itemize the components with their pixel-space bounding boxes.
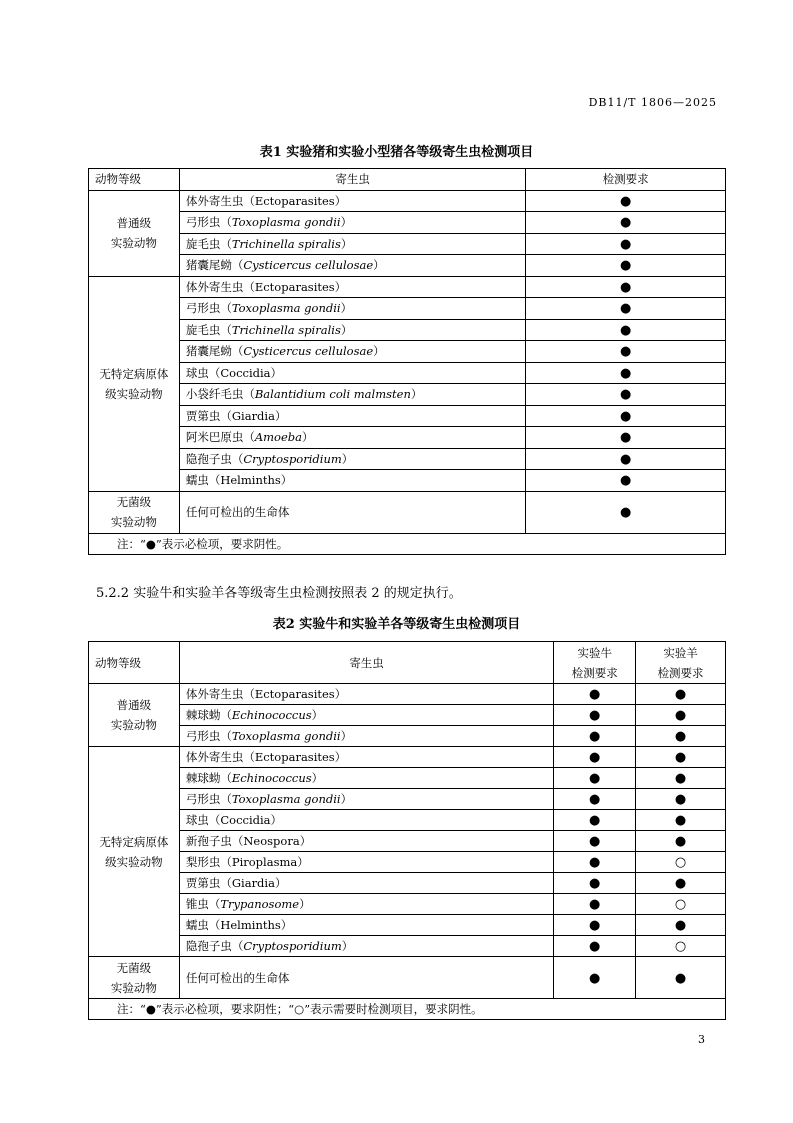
sheep-requirement-cell bbox=[636, 957, 726, 999]
required-mark: ● bbox=[589, 939, 601, 954]
header-cell: 寄生虫 bbox=[179, 642, 553, 684]
table-row bbox=[89, 810, 726, 831]
parasite-latin: Toxoplasma gondii bbox=[231, 792, 341, 806]
page-number: 3 bbox=[698, 1033, 705, 1046]
cattle-requirement-cell bbox=[554, 957, 636, 999]
cattle-requirement-cell bbox=[554, 873, 636, 894]
sheep-requirement-cell bbox=[636, 684, 726, 705]
parasite-latin: Ectoparasites bbox=[254, 279, 335, 294]
table-row bbox=[89, 852, 726, 873]
requirement-cell bbox=[526, 491, 726, 533]
table-row bbox=[89, 491, 726, 533]
sheep-requirement-cell bbox=[636, 789, 726, 810]
grade-cell: 普通级 实验动物 bbox=[89, 684, 180, 747]
required-mark: ● bbox=[620, 258, 632, 274]
table-row bbox=[89, 768, 726, 789]
table-row bbox=[89, 705, 726, 726]
header-cell: 寄生虫 bbox=[179, 169, 526, 191]
required-mark: ● bbox=[589, 876, 601, 891]
cattle-requirement-cell bbox=[554, 915, 636, 936]
table-row bbox=[89, 405, 726, 427]
parasite-cell: 体外寄生虫（Ectoparasites） bbox=[179, 747, 553, 768]
requirement-cell bbox=[526, 298, 726, 320]
parasite-latin: Coccidia bbox=[220, 813, 271, 827]
document-code: DB11/T 1806—2025 bbox=[588, 96, 717, 109]
parasite-name: 体外寄生虫 bbox=[185, 193, 244, 208]
parasite-latin: Trichinella spiralis bbox=[231, 236, 341, 251]
parasite-cell: 猪囊尾蚴（Cysticercus cellulosae） bbox=[179, 255, 526, 277]
sheep-requirement-cell bbox=[636, 726, 726, 747]
required-mark: ● bbox=[589, 897, 601, 912]
parasite-latin: Neospora bbox=[243, 834, 300, 848]
required-mark: ● bbox=[589, 687, 601, 702]
sheep-requirement-cell bbox=[636, 873, 726, 894]
parasite-name: 贾第虫 bbox=[185, 408, 221, 423]
parasite-latin: Coccidia bbox=[220, 365, 271, 380]
parasite-latin: Ectoparasites bbox=[254, 193, 335, 208]
table-row bbox=[89, 957, 726, 999]
table2 bbox=[88, 641, 726, 1020]
requirement-cell bbox=[526, 319, 726, 341]
parasite-name: 梨形虫 bbox=[185, 855, 221, 869]
parasite-name: 蠕虫 bbox=[185, 918, 209, 932]
grade-cell: 普通级 实验动物 bbox=[89, 190, 180, 276]
required-mark: ● bbox=[620, 236, 632, 252]
required-mark: ● bbox=[674, 771, 687, 786]
table-row bbox=[89, 915, 726, 936]
parasite-latin: Trichinella spiralis bbox=[231, 322, 341, 337]
required-mark: ● bbox=[674, 750, 687, 765]
table-row bbox=[89, 873, 726, 894]
required-mark: ● bbox=[620, 505, 632, 520]
parasite-latin: Cryptosporidium bbox=[243, 451, 342, 466]
required-mark: ● bbox=[674, 970, 687, 986]
required-mark: ● bbox=[589, 813, 601, 828]
required-mark: ● bbox=[620, 344, 632, 360]
sheep-requirement-cell bbox=[636, 768, 726, 789]
parasite-cell bbox=[179, 957, 553, 999]
table-row bbox=[89, 936, 726, 957]
table-row bbox=[89, 190, 726, 212]
required-mark: ● bbox=[620, 301, 632, 317]
parasite-latin: Balantidium coli malmsten bbox=[254, 387, 411, 402]
table-header-row bbox=[89, 169, 726, 191]
parasite-name: 弓形虫 bbox=[185, 729, 221, 743]
table-row bbox=[89, 319, 726, 341]
optional-mark: ○ bbox=[674, 855, 687, 870]
table-row bbox=[89, 341, 726, 363]
requirement-cell bbox=[526, 233, 726, 255]
header-cell: 动物等级 bbox=[89, 169, 180, 191]
parasite-name: 新孢子虫 bbox=[185, 834, 232, 848]
parasite-latin: Ectoparasites bbox=[254, 750, 335, 764]
parasite-cell: 阿米巴原虫（Amoeba） bbox=[179, 427, 526, 449]
parasite-latin: Helminths bbox=[220, 473, 281, 488]
cattle-requirement-cell bbox=[554, 894, 636, 915]
parasite-latin: Toxoplasma gondii bbox=[231, 215, 341, 230]
sheep-requirement-cell bbox=[636, 705, 726, 726]
parasite-name: 隐孢子虫 bbox=[185, 451, 232, 466]
parasite-cell: 蠕虫（Helminths） bbox=[179, 915, 553, 936]
requirement-cell bbox=[526, 384, 726, 406]
table-row bbox=[89, 233, 726, 255]
parasite-latin: Giardia bbox=[231, 876, 275, 890]
table-row bbox=[89, 255, 726, 277]
cattle-requirement-cell bbox=[554, 684, 636, 705]
table-row bbox=[89, 384, 726, 406]
grade-cell: 无特定病原体 级实验动物 bbox=[89, 276, 180, 491]
cattle-requirement-cell bbox=[554, 768, 636, 789]
table2-caption: 表2 实验牛和实验羊各等级寄生虫检测项目 bbox=[272, 617, 521, 632]
parasite-cell: 隐孢子虫（Cryptosporidium） bbox=[179, 936, 553, 957]
requirement-cell bbox=[526, 276, 726, 298]
parasite-latin: Cysticercus cellulosae bbox=[243, 258, 374, 273]
cattle-requirement-cell bbox=[554, 705, 636, 726]
cattle-requirement-cell bbox=[554, 747, 636, 768]
parasite-latin: Echinococcus bbox=[231, 708, 312, 722]
parasite-cell: 弓形虫（Toxoplasma gondii） bbox=[179, 298, 526, 320]
table-row bbox=[89, 726, 726, 747]
optional-mark: ○ bbox=[674, 897, 687, 912]
requirement-cell bbox=[526, 212, 726, 234]
clause-5-2-2: 5.2.2 实验牛和实验羊各等级寄生虫检测按照表 2 的规定执行。 bbox=[96, 586, 462, 601]
required-mark: ● bbox=[674, 792, 687, 807]
required-mark: ● bbox=[589, 729, 601, 744]
sheep-requirement-cell bbox=[636, 831, 726, 852]
optional-mark: ○ bbox=[674, 939, 687, 954]
required-mark: ● bbox=[620, 451, 632, 467]
sheep-requirement-cell bbox=[636, 894, 726, 915]
required-mark: ● bbox=[620, 322, 632, 338]
parasite-cell: 旋毛虫（Trichinella spiralis） bbox=[179, 233, 526, 255]
parasite-latin: Trypanosome bbox=[220, 897, 300, 911]
cattle-requirement-cell bbox=[554, 789, 636, 810]
required-mark: ● bbox=[589, 970, 601, 986]
parasite-cell: 棘球蚴（Echinococcus） bbox=[179, 705, 553, 726]
parasite-cell: 蠕虫（Helminths） bbox=[179, 470, 526, 492]
parasite-name: 球虫 bbox=[185, 813, 209, 827]
requirement-cell bbox=[526, 341, 726, 363]
parasite-name: 旋毛虫 bbox=[185, 322, 221, 337]
cattle-requirement-cell bbox=[554, 810, 636, 831]
parasite-latin: Toxoplasma gondii bbox=[231, 301, 341, 316]
parasite-latin: Helminths bbox=[220, 918, 281, 932]
table-row bbox=[89, 276, 726, 298]
parasite-name: 锥虫 bbox=[185, 897, 209, 911]
parasite-cell: 旋毛虫（Trichinella spiralis） bbox=[179, 319, 526, 341]
table-row bbox=[89, 298, 726, 320]
note-row bbox=[89, 533, 726, 555]
required-mark: ● bbox=[674, 834, 687, 849]
parasite-cell: 体外寄生虫（Ectoparasites） bbox=[179, 190, 526, 212]
parasite-latin: Echinococcus bbox=[231, 771, 312, 785]
parasite-name: 任何可检出的生命体 bbox=[185, 970, 290, 985]
parasite-cell: 小袋纤毛虫（Balantidium coli malmsten） bbox=[179, 384, 526, 406]
parasite-cell: 猪囊尾蚴（Cysticercus cellulosae） bbox=[179, 341, 526, 363]
note-row bbox=[89, 999, 726, 1020]
header-cell: 实验牛 检测要求 bbox=[554, 642, 636, 684]
parasite-latin: Giardia bbox=[231, 408, 275, 423]
parasite-latin: Cysticercus cellulosae bbox=[243, 344, 374, 359]
parasite-cell: 球虫（Coccidia） bbox=[179, 362, 526, 384]
parasite-name: 球虫 bbox=[185, 365, 209, 380]
required-mark: ● bbox=[620, 473, 632, 489]
table-row bbox=[89, 831, 726, 852]
parasite-latin: Amoeba bbox=[254, 430, 303, 445]
parasite-latin: Cryptosporidium bbox=[243, 939, 342, 953]
parasite-cell: 弓形虫（Toxoplasma gondii） bbox=[179, 789, 553, 810]
parasite-name: 猪囊尾蚴 bbox=[185, 344, 232, 359]
table-row bbox=[89, 894, 726, 915]
parasite-cell bbox=[179, 491, 526, 533]
required-mark: ● bbox=[589, 708, 601, 723]
parasite-name: 体外寄生虫 bbox=[185, 750, 244, 764]
grade-cell: 无菌级 实验动物 bbox=[89, 957, 180, 999]
required-mark: ● bbox=[589, 918, 601, 933]
required-mark: ● bbox=[620, 279, 632, 295]
table-row bbox=[89, 789, 726, 810]
parasite-cell: 棘球蚴（Echinococcus） bbox=[179, 768, 553, 789]
required-mark: ● bbox=[674, 729, 687, 744]
required-mark: ● bbox=[674, 876, 687, 891]
parasite-cell: 弓形虫（Toxoplasma gondii） bbox=[179, 726, 553, 747]
grade-cell: 无特定病原体 级实验动物 bbox=[89, 747, 180, 957]
sheep-requirement-cell bbox=[636, 747, 726, 768]
required-mark: ● bbox=[589, 750, 601, 765]
requirement-cell bbox=[526, 362, 726, 384]
table-header-row bbox=[89, 642, 726, 684]
parasite-cell: 贾第虫（Giardia） bbox=[179, 405, 526, 427]
parasite-name: 棘球蚴 bbox=[185, 771, 221, 785]
cattle-requirement-cell bbox=[554, 936, 636, 957]
parasite-cell: 锥虫（Trypanosome） bbox=[179, 894, 553, 915]
parasite-name: 蠕虫 bbox=[185, 473, 209, 488]
parasite-name: 旋毛虫 bbox=[185, 236, 221, 251]
required-mark: ● bbox=[620, 387, 632, 403]
parasite-cell: 贾第虫（Giardia） bbox=[179, 873, 553, 894]
table2-note: 注：“●”表示必检项，要求阴性；“○”表示需要时检测项目，要求阴性。 bbox=[89, 999, 726, 1020]
required-mark: ● bbox=[674, 687, 687, 702]
table1-note: 注：“●”表示必检项，要求阴性。 bbox=[89, 533, 726, 555]
required-mark: ● bbox=[589, 834, 601, 849]
sheep-requirement-cell bbox=[636, 810, 726, 831]
parasite-name: 贾第虫 bbox=[185, 876, 221, 890]
parasite-cell: 体外寄生虫（Ectoparasites） bbox=[179, 276, 526, 298]
parasite-cell: 新孢子虫（Neospora） bbox=[179, 831, 553, 852]
parasite-name: 阿米巴原虫 bbox=[185, 430, 244, 445]
table1-caption: 表1 实验猪和实验小型猪各等级寄生虫检测项目 bbox=[259, 145, 534, 160]
parasite-name: 棘球蚴 bbox=[185, 708, 221, 722]
required-mark: ● bbox=[620, 365, 632, 381]
table-row bbox=[89, 427, 726, 449]
requirement-cell bbox=[526, 255, 726, 277]
required-mark: ● bbox=[620, 193, 632, 209]
parasite-cell: 体外寄生虫（Ectoparasites） bbox=[179, 684, 553, 705]
required-mark: ● bbox=[620, 408, 632, 424]
parasite-name: 体外寄生虫 bbox=[185, 687, 244, 701]
parasite-cell: 梨形虫（Piroplasma） bbox=[179, 852, 553, 873]
required-mark: ● bbox=[589, 771, 601, 786]
required-mark: ● bbox=[620, 215, 632, 231]
parasite-latin: Toxoplasma gondii bbox=[231, 729, 341, 743]
required-mark: ● bbox=[620, 430, 632, 446]
parasite-name: 弓形虫 bbox=[185, 792, 221, 806]
parasite-cell: 弓形虫（Toxoplasma gondii） bbox=[179, 212, 526, 234]
requirement-cell bbox=[526, 190, 726, 212]
required-mark: ● bbox=[674, 708, 687, 723]
cattle-requirement-cell bbox=[554, 831, 636, 852]
table-row bbox=[89, 212, 726, 234]
requirement-cell bbox=[526, 470, 726, 492]
parasite-name: 猪囊尾蚴 bbox=[185, 258, 232, 273]
required-mark: ● bbox=[674, 918, 687, 933]
header-cell: 实验羊 检测要求 bbox=[636, 642, 726, 684]
parasite-cell: 隐孢子虫（Cryptosporidium） bbox=[179, 448, 526, 470]
parasite-cell: 球虫（Coccidia） bbox=[179, 810, 553, 831]
parasite-latin: Ectoparasites bbox=[254, 687, 335, 701]
parasite-name: 弓形虫 bbox=[185, 301, 221, 316]
grade-cell: 无菌级 实验动物 bbox=[89, 491, 180, 533]
table-row bbox=[89, 684, 726, 705]
sheep-requirement-cell bbox=[636, 915, 726, 936]
parasite-name: 弓形虫 bbox=[185, 215, 221, 230]
cattle-requirement-cell bbox=[554, 852, 636, 873]
required-mark: ● bbox=[589, 792, 601, 807]
header-cell: 检测要求 bbox=[526, 169, 726, 191]
header-cell: 动物等级 bbox=[89, 642, 180, 684]
cattle-requirement-cell bbox=[554, 726, 636, 747]
sheep-requirement-cell bbox=[636, 852, 726, 873]
parasite-latin: Piroplasma bbox=[231, 855, 298, 869]
table1 bbox=[88, 168, 726, 555]
table-row bbox=[89, 362, 726, 384]
requirement-cell bbox=[526, 448, 726, 470]
sheep-requirement-cell bbox=[636, 936, 726, 957]
table-row bbox=[89, 448, 726, 470]
parasite-name: 隐孢子虫 bbox=[185, 939, 232, 953]
requirement-cell bbox=[526, 427, 726, 449]
requirement-cell bbox=[526, 405, 726, 427]
table-row bbox=[89, 470, 726, 492]
table-row bbox=[89, 747, 726, 768]
required-mark: ● bbox=[589, 855, 601, 870]
parasite-name: 任何可检出的生命体 bbox=[185, 505, 290, 519]
required-mark: ● bbox=[674, 813, 687, 828]
parasite-name: 小袋纤毛虫 bbox=[185, 387, 244, 402]
parasite-name: 体外寄生虫 bbox=[185, 279, 244, 294]
